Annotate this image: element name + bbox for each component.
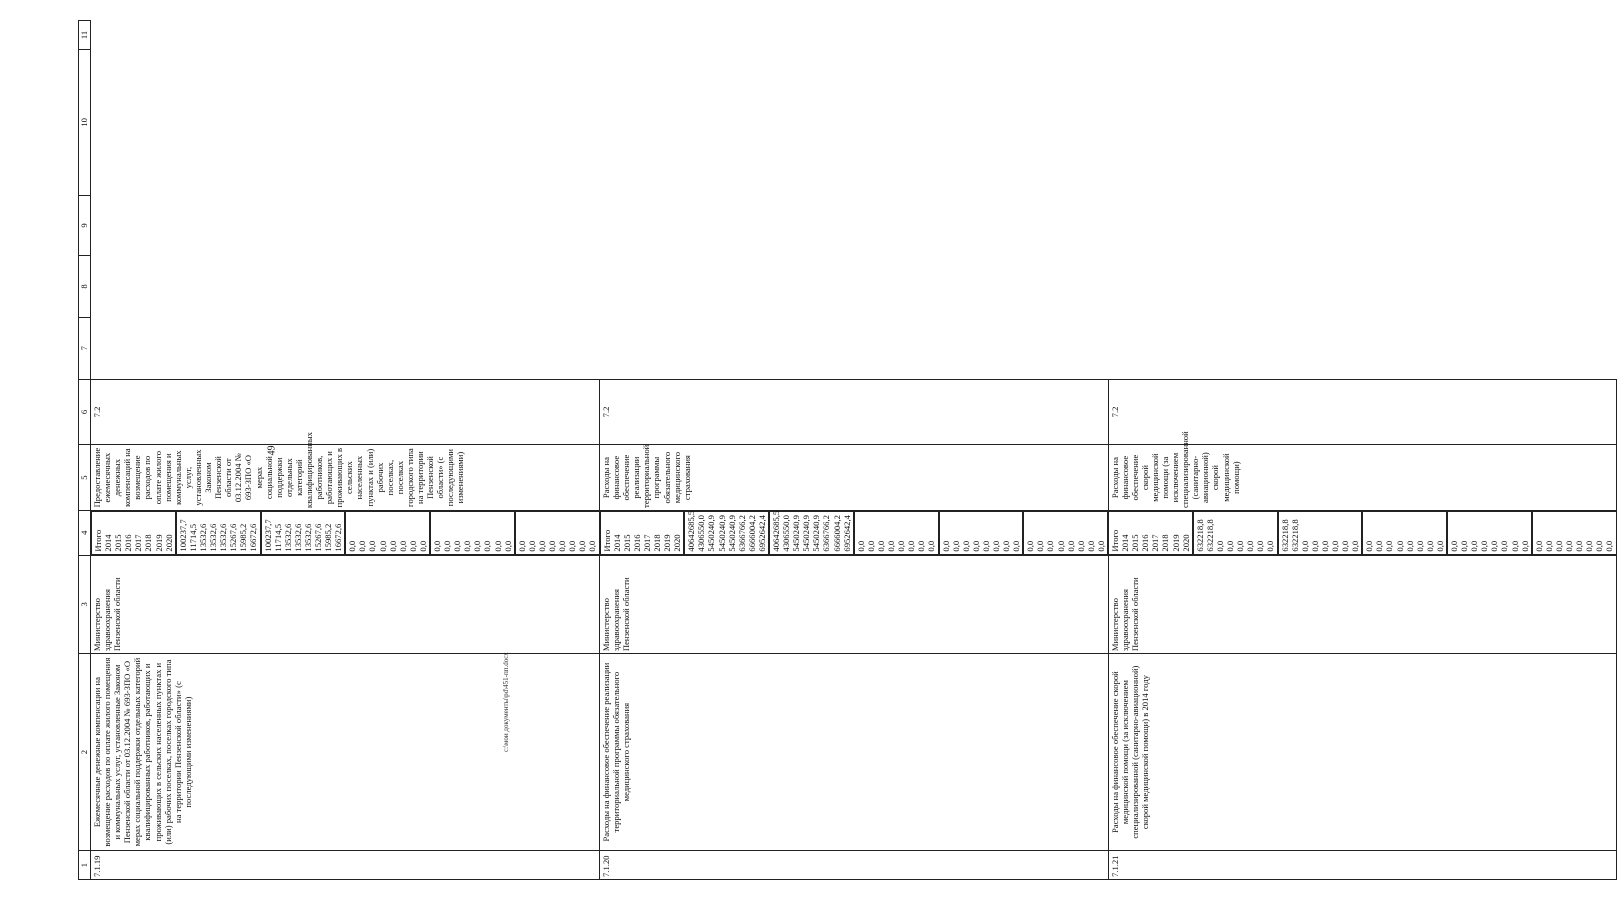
local-budget-value: 0,0 <box>1469 540 1480 552</box>
year-value: Итого <box>1110 529 1120 552</box>
other-sources-value: 0,0 <box>577 540 588 552</box>
total-amount-value: 0,0 <box>1255 540 1266 552</box>
regional-budget-value: 40642685,5 <box>771 510 781 552</box>
federal-budget-value: 0,0 <box>1414 540 1425 552</box>
regional-budget-value: 0,0 <box>1309 540 1320 552</box>
local-budget-value: 0,0 <box>1459 540 1470 552</box>
local-budget-value: 0,0 <box>1499 540 1510 552</box>
col-header: 6 <box>79 379 91 445</box>
federal-budget-value: 0,0 <box>407 540 418 552</box>
col-header: 4 <box>79 510 91 555</box>
other-sources-value: 0,0 <box>587 540 598 552</box>
year-value: Итого <box>93 529 103 552</box>
year-value: 2015 <box>1130 534 1141 552</box>
total-amount-value: 16672,6 <box>248 523 259 552</box>
local-budget-value: 0,0 <box>1519 540 1530 552</box>
federal-budget-value: 0,0 <box>1434 540 1445 552</box>
year-value: 2015 <box>621 534 632 552</box>
federal-budget-value: 0,0 <box>377 540 388 552</box>
year-value: 2019 <box>662 534 673 552</box>
regional-budget-value: 100237,7 <box>262 519 273 552</box>
year <box>91 511 176 555</box>
col-header: 3 <box>79 555 91 654</box>
executor: Министерство здравоохранения Пензенской области <box>600 555 1109 654</box>
total-amount-value: 13532,6 <box>218 523 229 552</box>
total-amount-value: 5450240,9 <box>706 515 717 552</box>
indicator-link: 7.2 <box>1108 379 1617 445</box>
other-sources-value: 0,0 <box>1035 540 1046 552</box>
local-budget-value: 0,0 <box>1011 540 1022 552</box>
federal-budget-value: 0,0 <box>1424 540 1435 552</box>
table-row <box>600 21 1109 880</box>
local-budget-value: 0,0 <box>492 540 503 552</box>
federal-budget-value: 0,0 <box>906 540 917 552</box>
year-value: 2018 <box>1160 534 1171 552</box>
row-number: 7.1.20 <box>600 851 1109 880</box>
col-header: 7 <box>79 317 91 379</box>
federal-budget-value: 0,0 <box>1384 540 1395 552</box>
local-budget-value: 0,0 <box>980 540 991 552</box>
rotated-table-wrapper <box>78 20 1615 880</box>
col-header: 2 <box>79 654 91 851</box>
other-sources-value: 0,0 <box>1584 540 1595 552</box>
year-value: 2018 <box>143 534 154 552</box>
total-amount-value: 0,0 <box>1265 540 1276 552</box>
regional-budget-value: 16672,6 <box>333 523 344 552</box>
other-sources-value: 0,0 <box>1574 540 1585 552</box>
page-number: 49 <box>266 445 278 456</box>
other-sources-value: 0,0 <box>1045 540 1056 552</box>
total-amount-value: 0,0 <box>1214 540 1225 552</box>
other-sources-value: 0,0 <box>1594 540 1605 552</box>
local-budget-value: 0,0 <box>960 540 971 552</box>
other-sources-value: 0,0 <box>547 540 558 552</box>
local-budget-value: 0,0 <box>1509 540 1520 552</box>
local-budget-value: 0,0 <box>970 540 981 552</box>
local-budget-value: 0,0 <box>432 540 442 552</box>
row-number: 7.1.21 <box>1108 851 1617 880</box>
regional-budget-value: 13532,6 <box>292 523 303 552</box>
regional-budget-value: 5450240,9 <box>811 515 822 552</box>
total-amount-value: 15267,6 <box>228 523 239 552</box>
col-header: 9 <box>79 195 91 255</box>
year-value: 2016 <box>123 534 134 552</box>
federal-budget <box>1362 511 1447 555</box>
executor: Министерство здравоохранения Пензенской области <box>1108 555 1617 654</box>
federal-budget-value: 0,0 <box>896 540 907 552</box>
year-value: 2018 <box>651 534 662 552</box>
regional-budget-value: 13532,6 <box>302 523 313 552</box>
local-budget-value: 0,0 <box>442 540 453 552</box>
year-value: 2015 <box>113 534 124 552</box>
year-value: 2017 <box>133 534 144 552</box>
local-budget-value: 0,0 <box>990 540 1001 552</box>
regional-budget <box>769 511 854 555</box>
year-value: 2020 <box>1180 534 1191 552</box>
expected-result: Расходы на финансовое обеспечение реализации территориальной программы обязательного медицинского страхования <box>600 445 1109 511</box>
measure-name: Расходы на финансовое обеспечение реализации территориальной программы обязательного медицинского страхования <box>600 654 1109 851</box>
col-header: 8 <box>79 256 91 318</box>
federal-budget-value: 0,0 <box>865 540 876 552</box>
federal-budget-value: 0,0 <box>1404 540 1415 552</box>
other-sources-value: 0,0 <box>1553 540 1564 552</box>
total-amount <box>176 511 261 555</box>
indicator-link: 7.2 <box>600 379 1109 445</box>
year-value: 2019 <box>1170 534 1181 552</box>
year-value: 2017 <box>1150 534 1161 552</box>
total-amount <box>684 511 769 555</box>
federal-budget-value: 0,0 <box>357 540 368 552</box>
expected-result: Предоставление ежемесячных денежных компенсаций на возмещение расходов по оплате жилого помещения и коммунальных услуг, установленных Законом Пензенской области от 03.12.2004 № 693-ЗПО «О мерах социальной поддержки отдельных категорий квалифицированных работников, работающих и проживающих в сельских населенных пунктах и (или) рабочих поселках, поселках городского типа на территории Пензенской области» (с последующими изменениями) <box>91 445 600 511</box>
total-amount-value: 13532,6 <box>197 523 208 552</box>
regional-budget <box>1278 511 1363 555</box>
total-amount-value: 0,0 <box>1225 540 1236 552</box>
regional-budget-value: 0,0 <box>1329 540 1340 552</box>
column-number-row <box>79 21 91 880</box>
regional-budget <box>261 511 346 555</box>
regional-budget-value: 632218,8 <box>1279 519 1290 552</box>
total-amount-value: 6366766,2 <box>736 515 747 552</box>
other-sources-value: 0,0 <box>1095 540 1106 552</box>
total-amount-value: 40642685,5 <box>686 510 697 552</box>
regional-budget-value: 0,0 <box>1319 540 1330 552</box>
local-budget-value: 0,0 <box>452 540 463 552</box>
col-header: 11 <box>79 21 91 50</box>
regional-budget-value: 15985,2 <box>323 523 334 552</box>
federal-budget-value: 0,0 <box>367 540 378 552</box>
regional-budget-value: 4306550,0 <box>781 515 792 552</box>
federal-budget-value: 0,0 <box>855 540 866 552</box>
total-amount-value: 0,0 <box>1245 540 1256 552</box>
regional-budget-value: 0,0 <box>1350 540 1361 552</box>
local-budget <box>430 511 515 555</box>
total-amount-value: 4306550,0 <box>696 515 707 552</box>
federal-budget-value: 0,0 <box>1374 540 1385 552</box>
other-sources-value: 0,0 <box>1543 540 1554 552</box>
expected-result: Расходы на финансовое обеспечение скорой медицинской помощи (за исключением специализированной (санитарно-авиационной) скорой медицинской помощи) <box>1108 445 1617 511</box>
local-budget-value: 0,0 <box>1479 540 1490 552</box>
year-value: Итого <box>601 529 612 552</box>
regional-budget-value: 13532,6 <box>282 523 293 552</box>
year-value: 2014 <box>1120 534 1131 552</box>
total-amount-value: 632218,8 <box>1204 519 1215 552</box>
total-amount-value: 6666004,2 <box>746 515 757 552</box>
federal-budget-value: 0,0 <box>916 540 927 552</box>
other-sources <box>1023 511 1108 555</box>
local-budget-value: 0,0 <box>472 540 483 552</box>
table-body <box>91 21 1617 880</box>
other-sources-value: 0,0 <box>1055 540 1066 552</box>
federal-budget-value: 0,0 <box>347 540 358 552</box>
total-amount-value: 6952642,4 <box>756 515 767 552</box>
year-value: 2016 <box>631 534 642 552</box>
total-amount-value: 100237,7 <box>177 519 188 552</box>
other-sources-value: 0,0 <box>1533 540 1544 552</box>
col-header: 10 <box>79 49 91 195</box>
col-header: 1 <box>79 851 91 880</box>
regional-budget-value: 6666004,2 <box>831 515 842 552</box>
local-budget-value: 0,0 <box>462 540 473 552</box>
local-budget-value: 0,0 <box>502 540 513 552</box>
other-sources-value: 0,0 <box>536 540 547 552</box>
total-amount-value: 5450240,9 <box>716 515 727 552</box>
year-value: 2016 <box>1140 534 1151 552</box>
federal-budget-value: 0,0 <box>1394 540 1405 552</box>
table-row <box>1108 21 1617 880</box>
regional-budget-value: 0,0 <box>1340 540 1351 552</box>
local-budget-value: 0,0 <box>1001 540 1012 552</box>
year-value: 2014 <box>611 534 622 552</box>
other-sources-value: 0,0 <box>1065 540 1076 552</box>
federal-budget <box>345 511 430 555</box>
total-amount-value: 0,0 <box>1235 540 1246 552</box>
other-sources-value: 0,0 <box>526 540 537 552</box>
year-value: 2019 <box>153 534 164 552</box>
federal-budget-value: 0,0 <box>417 540 428 552</box>
other-sources-value: 0,0 <box>567 540 578 552</box>
local-budget <box>939 511 1024 555</box>
local-budget <box>1447 511 1532 555</box>
other-sources-value: 0,0 <box>1025 540 1036 552</box>
other-sources-value: 0,0 <box>557 540 568 552</box>
table-row <box>91 21 600 880</box>
total-amount-value: 11714,5 <box>187 523 198 552</box>
federal-budget-value: 0,0 <box>926 540 937 552</box>
row-number: 7.1.19 <box>91 851 600 880</box>
year <box>1108 511 1193 555</box>
year-value: 2014 <box>103 534 114 552</box>
regional-budget-value: 15267,6 <box>312 523 323 552</box>
col-header: 5 <box>79 445 91 511</box>
other-sources-value: 0,0 <box>1604 540 1615 552</box>
regional-budget-value: 0,0 <box>1299 540 1310 552</box>
local-budget-value: 0,0 <box>482 540 493 552</box>
total-amount-value: 15985,2 <box>238 523 249 552</box>
local-budget-value: 0,0 <box>1449 540 1459 552</box>
measure-name: Ежемесячные денежные компенсации на возмещение расходов по оплате жилого помещения и коммунальных услуг, установленные Законом Пензенской области от 03.12.2004 № 693-ЗПО «О мерах социальной поддержки отдельных категорий квалифицированных работников, работающих и проживающих в сельских населенных пунктах и (или) рабочих поселках, поселках городского типа на территории Пензенской области» (с последующими изменениями) <box>91 654 600 851</box>
regional-budget-value: 632218,8 <box>1289 519 1300 552</box>
measure-name: Расходы на финансовое обеспечение скорой медицинской помощи (за исключением специализированной (санитарно-авиационной) скорой медицинской помощи) в 2014 году <box>1108 654 1617 851</box>
other-sources-value: 0,0 <box>516 540 527 552</box>
regional-budget-value: 5450240,9 <box>791 515 802 552</box>
other-sources-value: 0,0 <box>1564 540 1575 552</box>
year-value: 2020 <box>672 534 683 552</box>
program-financing-table <box>78 20 1617 880</box>
other-sources <box>515 511 600 555</box>
other-sources-value: 0,0 <box>1075 540 1086 552</box>
footer-file-path: c:\мои документы\pd\451-пп.docx <box>502 652 510 752</box>
local-budget-value: 0,0 <box>940 540 951 552</box>
regional-budget-value: 5450240,9 <box>801 515 812 552</box>
local-budget-value: 0,0 <box>1489 540 1500 552</box>
total-amount-value: 5450240,9 <box>726 515 737 552</box>
federal-budget <box>854 511 939 555</box>
federal-budget-value: 0,0 <box>387 540 398 552</box>
indicator-link: 7.2 <box>91 379 600 445</box>
year-value: 2017 <box>641 534 652 552</box>
year <box>600 511 685 555</box>
regional-budget-value: 6952642,4 <box>841 515 852 552</box>
federal-budget-value: 0,0 <box>875 540 886 552</box>
total-amount <box>1193 511 1278 555</box>
other-sources <box>1532 511 1617 555</box>
year-value: 2020 <box>163 534 174 552</box>
federal-budget-value: 0,0 <box>397 540 408 552</box>
local-budget-value: 0,0 <box>950 540 961 552</box>
regional-budget-value: 6366766,2 <box>821 515 832 552</box>
federal-budget-value: 0,0 <box>1364 540 1375 552</box>
executor: Министерство здравоохранения Пензенской области <box>91 555 600 654</box>
federal-budget-value: 0,0 <box>886 540 897 552</box>
total-amount-value: 632218,8 <box>1194 519 1205 552</box>
total-amount-value: 13532,6 <box>208 523 219 552</box>
other-sources-value: 0,0 <box>1085 540 1096 552</box>
regional-budget-value: 11714,5 <box>272 523 283 552</box>
